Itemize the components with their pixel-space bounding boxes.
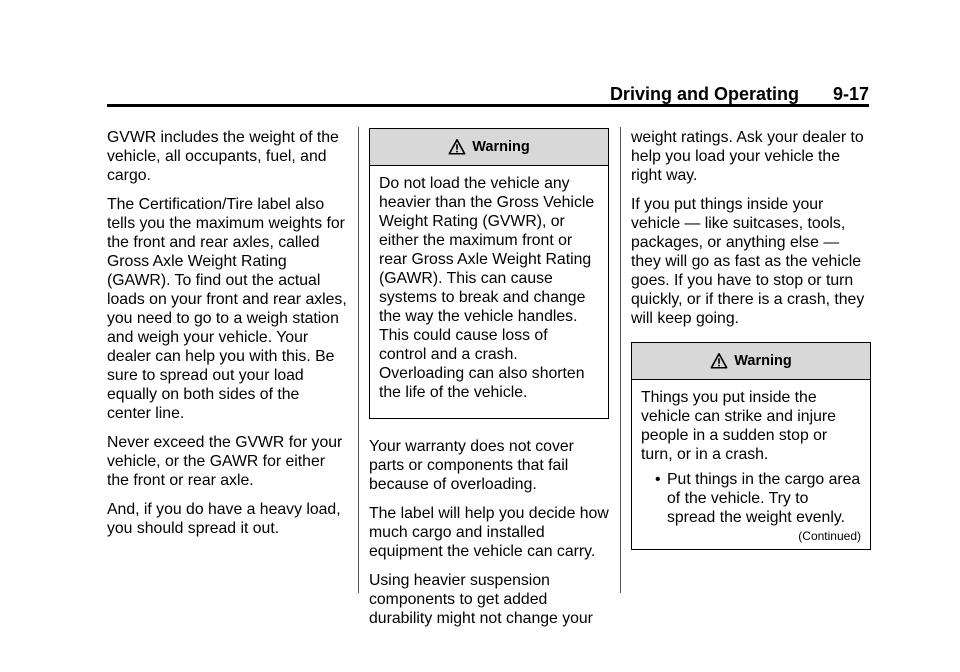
warning-title: Warning — [472, 138, 530, 155]
warning-box — [631, 342, 871, 550]
continued-note: (Continued) — [798, 529, 861, 543]
paragraph: And, if you do have a heavy load, you should spread it out. — [107, 501, 341, 537]
warning-title: Warning — [734, 352, 792, 369]
bullet-text: Put things in the cargo area of the vehicle. Try to spread the weight evenly. — [667, 471, 861, 526]
bullet-item — [641, 470, 861, 527]
section-title: Driving and Operating — [609, 84, 799, 104]
bullet-icon: • — [655, 471, 661, 488]
page-header — [107, 84, 869, 104]
column-1 — [107, 128, 347, 548]
warning-triangle-icon — [448, 138, 466, 156]
column-3 — [631, 128, 871, 568]
warning-header — [370, 129, 608, 166]
paragraph: The Certification/Tire label also tells you the maximum weights for the front and rear axles, called Gross Axle Weight Rating (GAWR). To find out the actual loads on your front and rear axles, you need to go to a weigh station and weigh your vehicle. Your dealer can help you with this. Be sure to spread out your load equally on both sides of the center line. — [107, 196, 347, 422]
warning-box — [369, 128, 609, 419]
warning-text: Things you put inside the vehicle can strike and injure people in a sudden stop or turn, or in a crash. — [641, 389, 836, 463]
warning-text: Do not load the vehicle any heavier than the Gross Vehicle Weight Rating (GVWR), or either the maximum front or rear Gross Axle Weight Rating (GAWR). This can cause systems to break and change the way the vehicle handles. This could cause loss of control and a crash. Overloading can also shorten the life of the vehicle. — [379, 175, 595, 401]
paragraph: GVWR includes the weight of the vehicle, all occupants, fuel, and cargo. — [107, 129, 339, 184]
column-divider — [620, 127, 621, 593]
paragraph: Never exceed the GVWR for your vehicle, or the GAWR for either the front or rear axle. — [107, 434, 343, 489]
warning-body — [370, 166, 608, 418]
paragraph: The label will help you decide how much cargo and installed equipment the vehicle can carry. — [369, 505, 609, 560]
header-rule — [107, 104, 869, 107]
warning-header — [632, 343, 870, 380]
paragraph: weight ratings. Ask your dealer to help you load your vehicle the right way. — [631, 129, 864, 184]
paragraph: If you put things inside your vehicle — like suitcases, tools, packages, or anything else — they will go as fast as the vehicle goes. If you have to stop or turn quickly, or if there is a crash, they will keep going. — [631, 196, 865, 327]
column-2 — [369, 128, 609, 638]
warning-triangle-icon — [710, 352, 728, 370]
paragraph: Using heavier suspension components to get added durability might not change your — [369, 572, 593, 627]
page-number: 9-17 — [832, 84, 869, 104]
column-divider — [358, 127, 359, 593]
warning-body — [632, 380, 870, 549]
paragraph: Your warranty does not cover parts or components that fail because of overloading. — [369, 438, 574, 493]
